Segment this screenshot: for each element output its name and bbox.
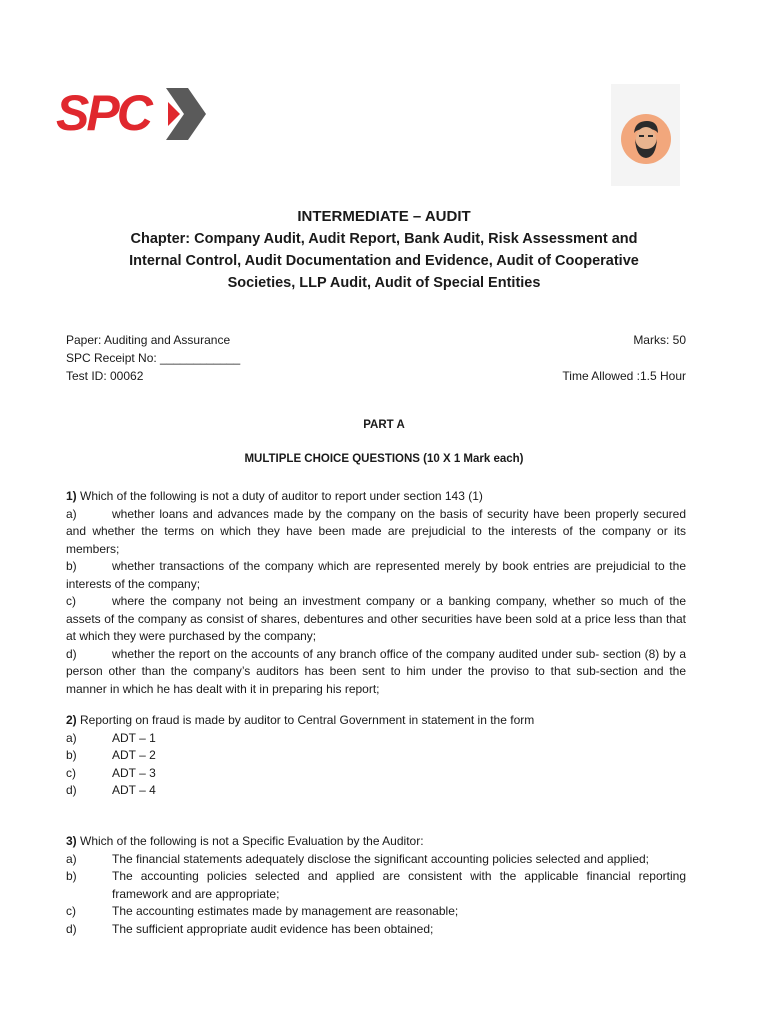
question-text: Which of the following is not a duty of auditor to report under section 143 (1) xyxy=(76,489,483,503)
option-text: ADT – 1 xyxy=(112,730,156,745)
option-b xyxy=(66,868,686,903)
option-label: c) xyxy=(66,594,76,608)
option-text: ADT – 4 xyxy=(112,783,156,797)
option-label: d) xyxy=(66,646,77,661)
question-text: Which of the following is not a Specific Evaluation by the Auditor: xyxy=(76,834,424,848)
spc-logo xyxy=(56,84,206,144)
option-text: whether loans and advances made by the company on the basis of security have been properly secured and whether the terms on which they have been made are prejudicial to the interests of the company or its members; xyxy=(66,506,686,556)
option-d xyxy=(66,782,686,800)
question-number: 1) xyxy=(66,489,77,503)
option-text: The accounting policies selected and applied are consistent with the applicable financial reporting framework and are appropriate; xyxy=(112,869,686,901)
paper-name: Paper: Auditing and Assurance xyxy=(66,333,231,347)
document-header xyxy=(0,206,768,294)
part-title: PART A xyxy=(363,419,405,431)
author-avatar xyxy=(611,84,680,186)
option-text: where the company not being an investment company or a banking company, whether so much of the assets of the company as consist of shares, debentures and other securities have been sold at a price less than that at which they were purchased by the company; xyxy=(66,594,686,643)
question-number: 3) xyxy=(66,834,77,848)
part-subtitle: MULTIPLE CHOICE QUESTIONS (10 X 1 Mark each) xyxy=(244,453,524,465)
option-text: The sufficient appropriate audit evidence has been obtained; xyxy=(112,921,434,936)
option-a xyxy=(66,730,686,748)
marks: Marks: 50 xyxy=(633,333,686,347)
option-a xyxy=(66,851,686,869)
option-label: c) xyxy=(66,765,76,780)
option-b xyxy=(66,747,686,765)
option-c xyxy=(66,903,686,921)
option-c xyxy=(66,593,686,646)
option-label: a) xyxy=(66,730,77,745)
paper-meta xyxy=(66,331,686,385)
document-title: INTERMEDIATE – AUDIT xyxy=(297,208,471,225)
option-d xyxy=(66,921,686,939)
option-label: d) xyxy=(66,783,77,797)
option-d xyxy=(66,646,686,699)
option-label: b) xyxy=(66,559,77,573)
play-arrow-icon xyxy=(160,84,208,144)
chapter-title: Chapter: Company Audit, Audit Report, Bank Audit, Risk Assessment and Internal Control, Audit Documentation and Evidence, Audit of Cooperative Societies, LLP Audit, Audit of Special Entities xyxy=(129,231,639,291)
option-text: whether the report on the accounts of any branch office of the company audited under sub- section (8) by a person other than the company’s auditors has been sent to him under the proviso to that sub-section and the manner in which he has dealt with it in preparing his report; xyxy=(66,646,686,696)
option-text: ADT – 3 xyxy=(112,765,156,780)
logo-text: SPC xyxy=(56,85,150,141)
question-text: Reporting on fraud is made by auditor to Central Government in statement in the form xyxy=(76,713,535,727)
option-text: The financial statements adequately disclose the significant accounting policies selected and applied; xyxy=(112,851,649,866)
option-text: The accounting estimates made by management are reasonable; xyxy=(112,904,459,918)
option-label: a) xyxy=(66,506,77,521)
question-2 xyxy=(66,712,686,800)
option-a xyxy=(66,506,686,559)
test-id: Test ID: 00062 xyxy=(66,369,144,383)
avatar-face-icon xyxy=(620,113,672,165)
option-b xyxy=(66,558,686,593)
question-3 xyxy=(66,833,686,938)
question-number: 2) xyxy=(66,713,77,727)
time-allowed: Time Allowed :1.5 Hour xyxy=(562,369,686,383)
option-label: b) xyxy=(66,869,77,883)
option-label: d) xyxy=(66,921,77,936)
option-label: c) xyxy=(66,904,76,918)
option-label: a) xyxy=(66,851,77,866)
question-1 xyxy=(66,488,686,698)
option-text: ADT – 2 xyxy=(112,748,156,762)
receipt-no: SPC Receipt No: ____________ xyxy=(66,351,241,365)
option-text: whether transactions of the company which are represented merely by book entries are prejudicial to the interests of the company; xyxy=(66,559,686,591)
option-c xyxy=(66,765,686,783)
option-label: b) xyxy=(66,748,77,762)
